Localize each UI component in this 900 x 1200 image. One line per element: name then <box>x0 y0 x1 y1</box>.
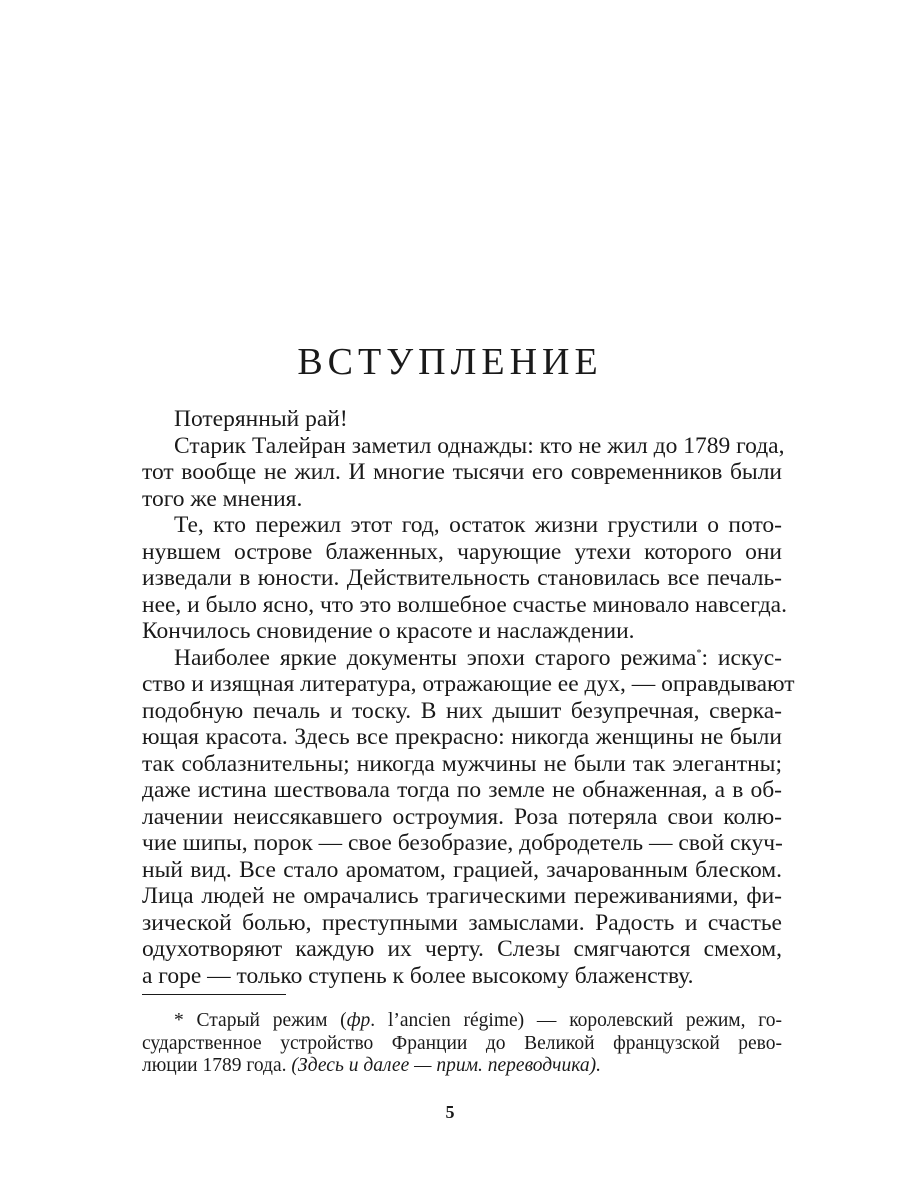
body-line: подобную печаль и тоску. В них дышит безупречная, сверка- <box>142 697 782 724</box>
body-line: так соблазнительны; никогда мужчины не были так элегантны; <box>142 750 782 777</box>
body-line: тот вообще не жил. И многие тысячи его современников были <box>142 459 782 485</box>
body-line: нее, и было ясно, что это волшебное счастье миновало навсегда. <box>142 591 787 618</box>
body-line: одухотворяют каждую их черту. Слезы смягчаются смехом, <box>142 936 782 962</box>
body-line: Те, кто пережил этот год, остаток жизни грустили о пото- <box>174 512 782 538</box>
body-line: Старик Талейран заметил однажды: кто не жил до 1789 года, <box>174 432 785 459</box>
body-line: зической болью, преступными замыслами. Радость и счастье <box>142 909 782 936</box>
chapter-heading: ВСТУПЛЕНИЕ <box>297 341 603 383</box>
body-line: ный вид. Все стало ароматом, грацией, зачарованным блеском. <box>142 856 782 883</box>
body-line: Потерянный рай! <box>174 406 348 432</box>
footnote-text: . l’ancien régime) — королевский режим, го- <box>370 1010 782 1031</box>
footnote <box>142 1010 782 1078</box>
body-line <box>142 645 782 672</box>
footnote-divider <box>142 994 286 995</box>
body-line: того же мнения. <box>142 485 303 512</box>
body-text <box>142 406 795 989</box>
body-line: лачении неиссякавшего остроумия. Роза потеряла свои колю- <box>142 803 782 830</box>
body-line: даже истина шествовала тогда по земле не обнаженная, а в об- <box>142 777 782 803</box>
footnote-text: (Здесь и далее — прим. переводчика). <box>291 1055 601 1076</box>
body-line: чие шипы, порок — свое безобразие, добродетель — свой скуч- <box>142 830 783 856</box>
body-line: изведали в юности. Действительность становилась все печаль- <box>142 565 782 591</box>
footnote-line: сударственное устройство Франции до Великой французской рево- <box>142 1032 782 1054</box>
body-line: Кончилось сновидение о красоте и наслаждении. <box>142 618 635 644</box>
body-line: Лица людей не омрачались трагическими переживаниями, фи- <box>142 883 782 909</box>
body-line: ство и изящная литература, отражающие ее дух, — оправдывают <box>142 671 795 697</box>
footnote-marker[interactable]: * <box>696 647 702 659</box>
page-number: 5 <box>445 1102 455 1122</box>
footnote-line <box>142 1010 782 1033</box>
body-line: а горе — только ступень к более высокому блаженству. <box>142 962 694 989</box>
body-line-text: : искус- <box>701 644 782 671</box>
body-line: нувшем острове блаженных, чарующие утехи которого они <box>142 538 782 565</box>
body-line: ющая красота. Здесь все прекрасно: никогда женщины не были <box>142 724 782 750</box>
body-line-text: Наиболее яркие документы эпохи старого режима <box>174 644 697 671</box>
footnote-text: * Старый режим ( <box>174 1010 347 1031</box>
footnote-text: фр <box>346 1010 371 1031</box>
footnote-line <box>142 1055 782 1078</box>
footnote-text: люции 1789 года. <box>142 1055 292 1076</box>
